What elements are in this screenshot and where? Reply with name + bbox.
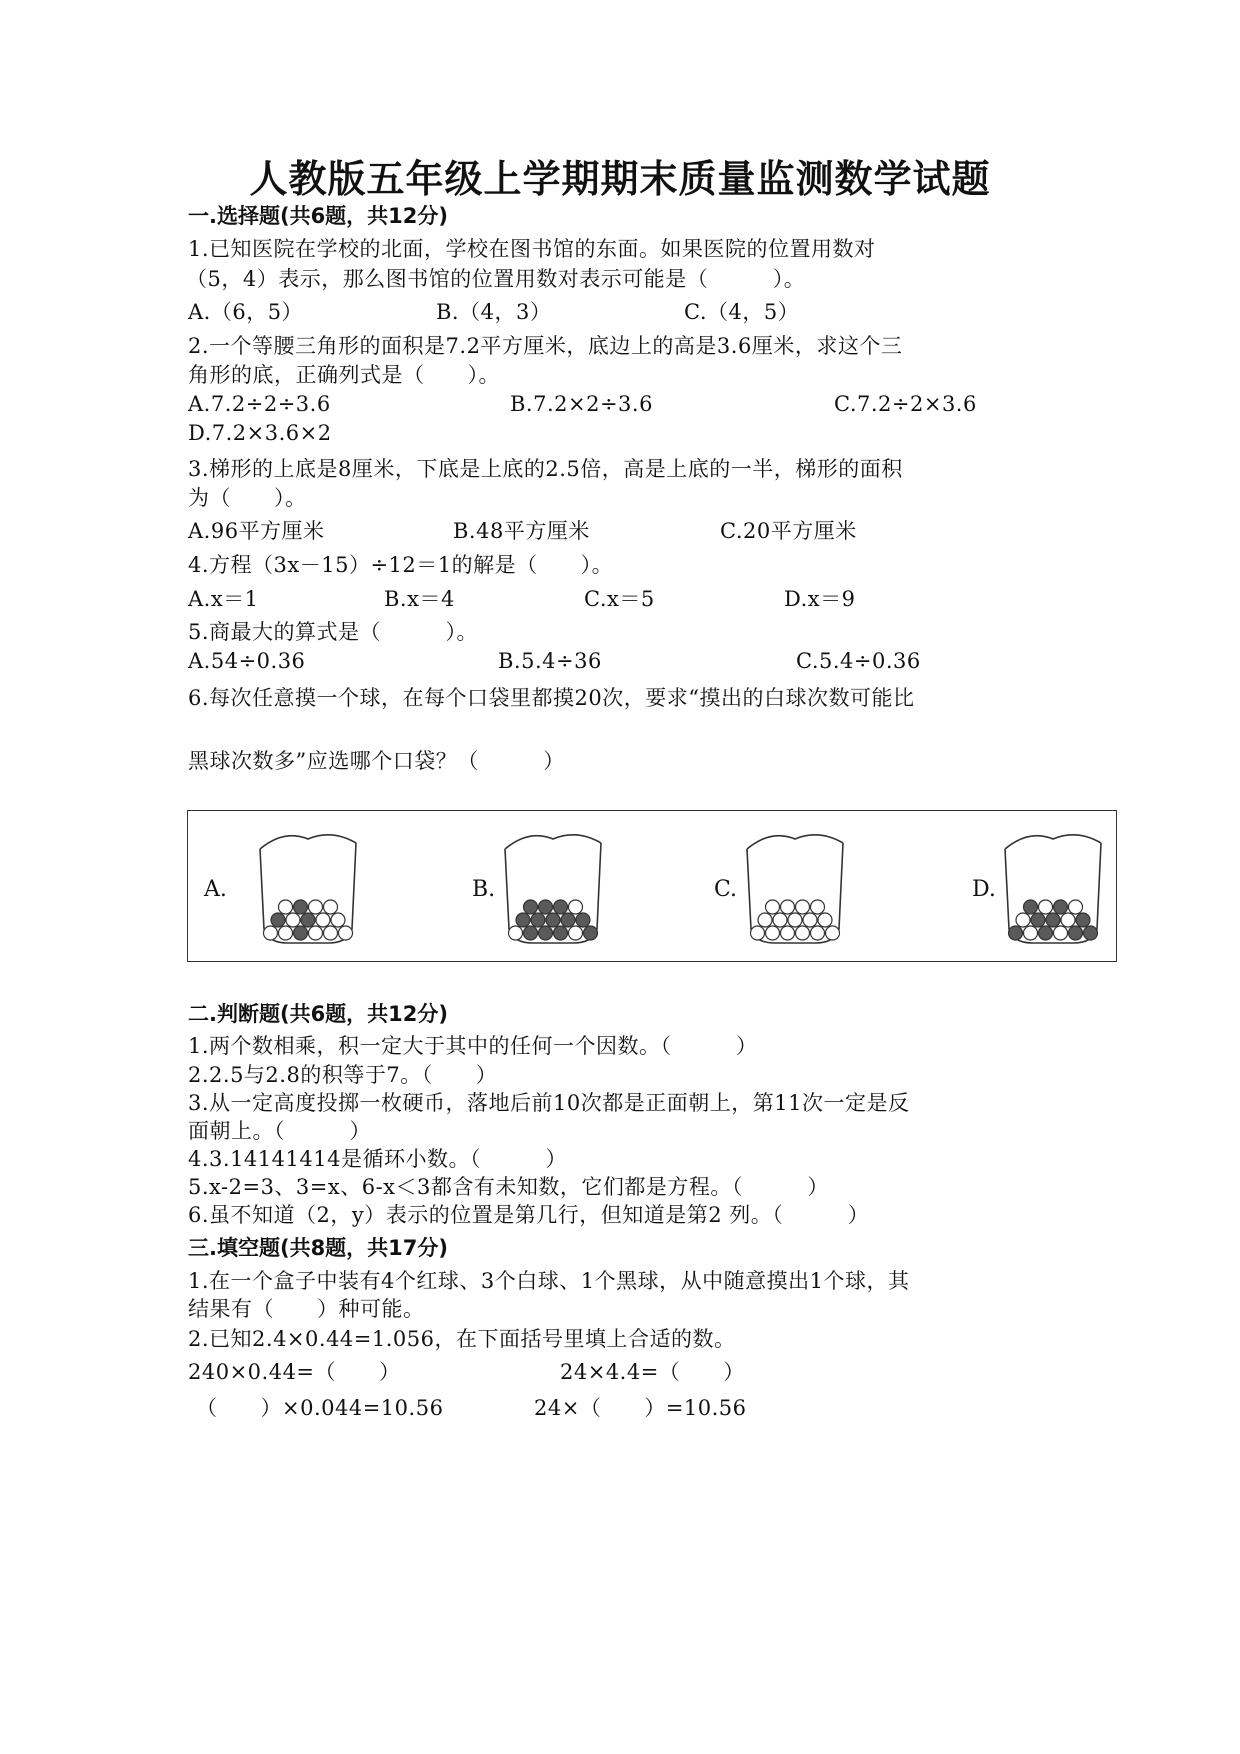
question-line: 2.已知2.4×0.44=1.056，在下面括号里填上合适的数。 [188, 1327, 736, 1351]
dark-ball [294, 926, 308, 940]
white-ball [788, 913, 802, 927]
question-line: 1.两个数相乘，积一定大于其中的任何一个因数。（ ） [188, 1034, 758, 1058]
option-c: C.7.2÷2×3.6 [834, 392, 977, 416]
question-line: 3.从一定高度投掷一枚硬币，落地后前10次都是正面朝上，第11次一定是反 [188, 1091, 910, 1115]
white-ball [1024, 926, 1038, 940]
section-heading-judgement: 二.判断题(共6题，共12分) [188, 1002, 449, 1026]
question-line: 4.方程（3x－15）÷12＝1的解是（ ）。 [188, 553, 614, 577]
dark-ball [1009, 926, 1023, 940]
dark-ball [546, 913, 560, 927]
question-line: 为（ ）。 [188, 486, 307, 510]
white-ball [569, 926, 583, 940]
white-ball [751, 926, 765, 940]
dark-ball [561, 913, 575, 927]
option-b: B.7.2×2÷3.6 [510, 392, 653, 416]
white-ball [803, 913, 817, 927]
question-line: 2.一个等腰三角形的面积是7.2平方厘米，底边上的高是3.6厘米，求这个三 [188, 334, 903, 358]
white-ball [324, 926, 338, 940]
dark-ball [294, 900, 308, 914]
white-ball [818, 913, 832, 927]
dark-ball [531, 913, 545, 927]
dark-ball [524, 926, 538, 940]
dark-ball [516, 913, 530, 927]
question-line: 2.2.5与2.8的积等于7。（ ） [188, 1063, 498, 1087]
dark-ball [554, 900, 568, 914]
dark-ball [1076, 913, 1090, 927]
white-ball [1061, 913, 1075, 927]
question-line: 1.在一个盒子中装有4个红球、3个白球、1个黑球，从中随意摸出1个球，其 [188, 1269, 910, 1293]
page-title: 人教版五年级上学期期末质量监测数学试题 [249, 156, 991, 201]
question-line: 结果有（ ）种可能。 [188, 1297, 425, 1321]
dark-ball [1031, 913, 1045, 927]
option-d: D.7.2×3.6×2 [188, 421, 332, 445]
section-heading-fill: 三.填空题(共8题，共17分) [188, 1236, 449, 1260]
option-b: B.（4，3） [436, 300, 552, 324]
dark-ball [576, 913, 590, 927]
bag-label-a: A. [204, 877, 227, 902]
white-ball [309, 926, 323, 940]
white-ball [811, 900, 825, 914]
white-ball [773, 913, 787, 927]
option-a: A.x＝1 [188, 587, 259, 611]
white-ball [766, 926, 780, 940]
fill-item: 24×4.4=（ ） [560, 1360, 745, 1384]
question-line: 6.每次任意摸一个球，在每个口袋里都摸20次，要求“摸出的白球次数可能比 [188, 686, 915, 710]
fill-item: 24×（ ）=10.56 [534, 1396, 747, 1420]
dark-ball [1054, 900, 1068, 914]
white-ball [339, 926, 353, 940]
bag-label-b: B. [472, 877, 496, 902]
dark-ball [584, 926, 598, 940]
dark-ball [1084, 926, 1098, 940]
question-line: 角形的底，正确列式是（ ）。 [188, 363, 500, 387]
question-line: （5，4）表示，那么图书馆的位置用数对表示可能是（ ）。 [186, 267, 806, 291]
white-ball [286, 913, 300, 927]
white-ball [1069, 900, 1083, 914]
question-line: 1.已知医院在学校的北面，学校在图书馆的东面。如果医院的位置用数对 [188, 237, 876, 261]
fill-item: （ ）×0.044=10.56 [196, 1396, 444, 1420]
question-line: 6.虽不知道（2，y）表示的位置是第几行，但知道是第2 列。（ ） [188, 1203, 870, 1227]
option-c: C.x＝5 [584, 587, 655, 611]
dark-ball [539, 900, 553, 914]
white-ball [1016, 913, 1030, 927]
option-b: B.x＝4 [384, 587, 455, 611]
white-ball [324, 900, 338, 914]
question-line: 5.商最大的算式是（ ）。 [188, 620, 479, 644]
option-a: A.54÷0.36 [188, 649, 306, 673]
white-ball [331, 913, 345, 927]
dark-ball [1046, 913, 1060, 927]
white-ball [826, 926, 840, 940]
white-ball [796, 926, 810, 940]
option-a: A.（6，5） [188, 300, 304, 324]
option-a: A.7.2÷2÷3.6 [188, 392, 331, 416]
option-c: C.20平方厘米 [720, 519, 857, 543]
dark-ball [1024, 900, 1038, 914]
white-ball [309, 900, 323, 914]
white-ball [766, 900, 780, 914]
dark-ball [554, 926, 568, 940]
question-line: 4.3.14141414是循环小数。（ ） [188, 1147, 567, 1171]
white-ball [781, 900, 795, 914]
white-ball [1054, 926, 1068, 940]
fill-item: 240×0.44=（ ） [188, 1360, 401, 1384]
option-c: C.5.4÷0.36 [796, 649, 921, 673]
white-ball [279, 926, 293, 940]
bag-label-c: C. [714, 877, 738, 902]
option-c: C.（4，5） [684, 300, 800, 324]
white-ball [569, 900, 583, 914]
white-ball [316, 913, 330, 927]
dark-ball [301, 913, 315, 927]
dark-ball [1069, 926, 1083, 940]
question-line: 3.梯形的上底是8厘米，下底是上底的2.5倍，高是上底的一半，梯形的面积 [188, 457, 903, 481]
option-d: D.x＝9 [784, 587, 856, 611]
white-ball [796, 900, 810, 914]
dark-ball [524, 900, 538, 914]
white-ball [758, 913, 772, 927]
dark-ball [271, 913, 285, 927]
section-heading-choice: 一.选择题(共6题，共12分) [188, 204, 449, 228]
option-b: B.48平方厘米 [453, 519, 590, 543]
white-ball [781, 926, 795, 940]
white-ball [811, 926, 825, 940]
bag-label-d: D. [972, 877, 996, 902]
white-ball [279, 900, 293, 914]
question-line: 面朝上。（ ） [188, 1119, 371, 1143]
dark-ball [1039, 926, 1053, 940]
white-ball [509, 926, 523, 940]
option-a: A.96平方厘米 [188, 519, 325, 543]
question-line: 黑球次数多”应选哪个口袋？（ ） [188, 749, 565, 773]
white-ball [1039, 900, 1053, 914]
option-b: B.5.4÷36 [498, 649, 602, 673]
dark-ball [539, 926, 553, 940]
question-line: 5.x-2=3、3=x、6-x＜3都含有未知数，它们都是方程。（ ） [188, 1175, 829, 1199]
white-ball [264, 926, 278, 940]
ball-bags-figure [187, 810, 1117, 962]
